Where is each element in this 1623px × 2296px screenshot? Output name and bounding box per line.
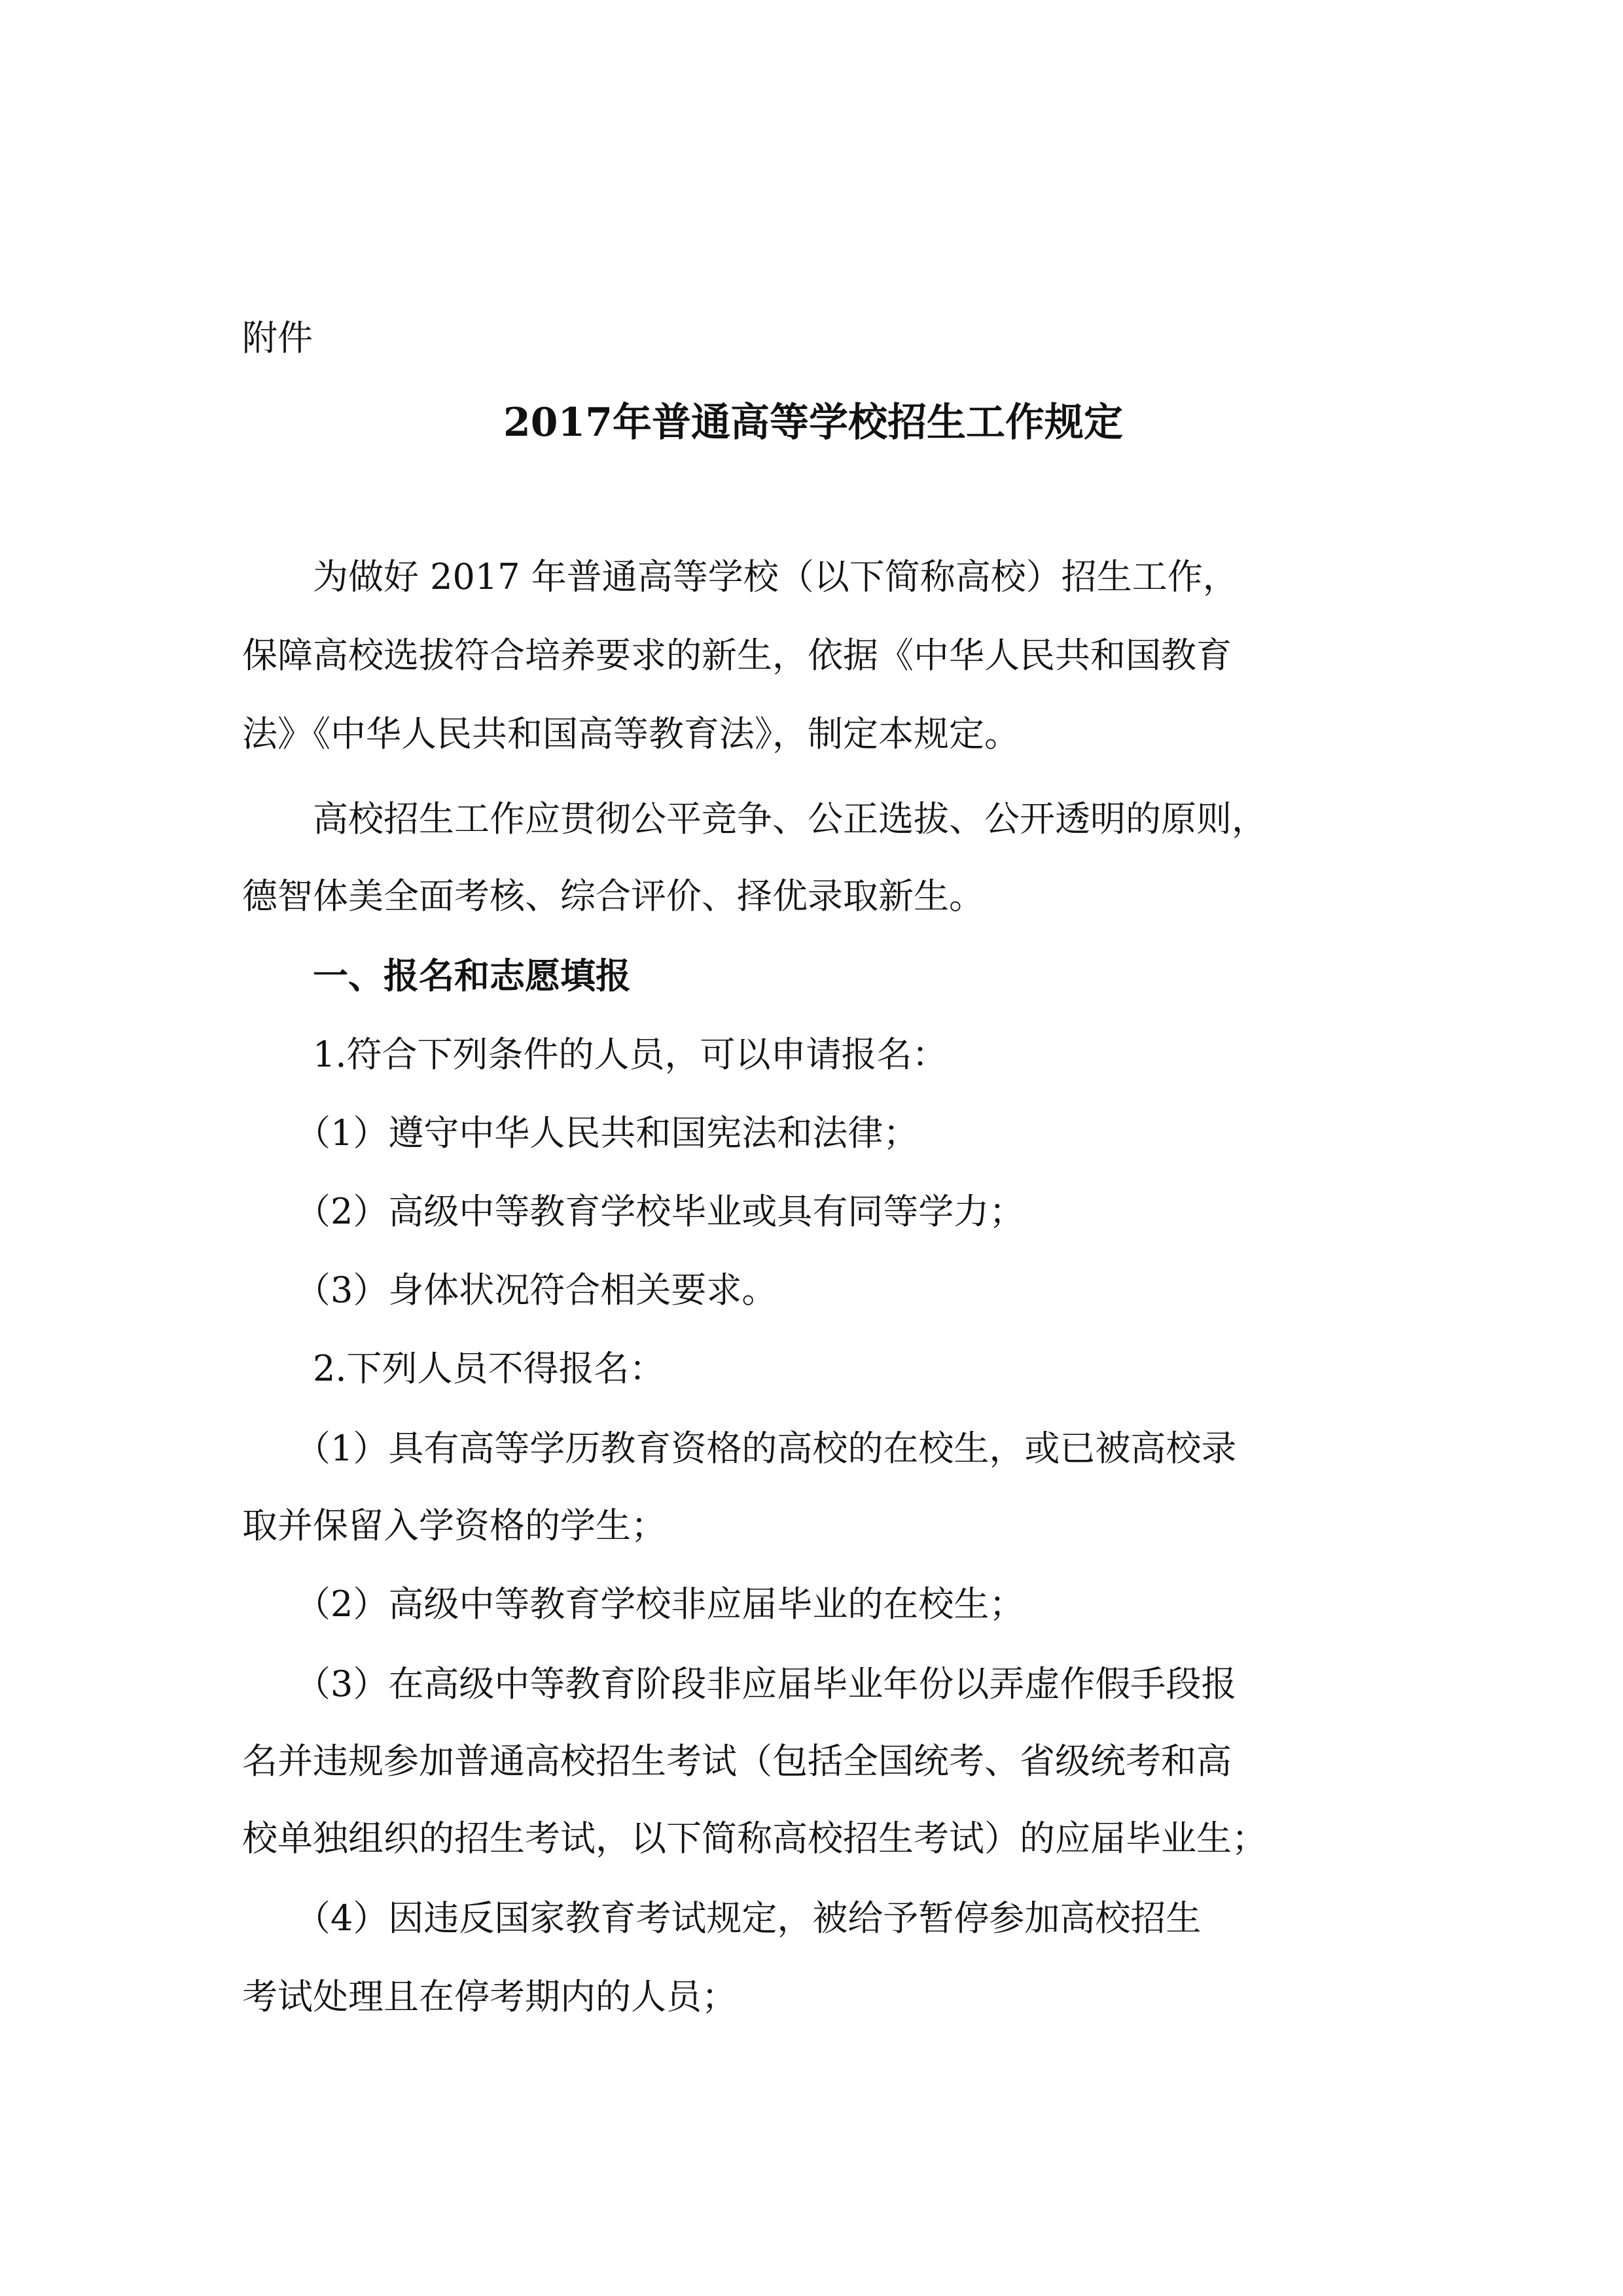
body-line-5: 德智体美全面考核、综合评价、择优录取新生。	[242, 875, 984, 917]
body-line-3: 法》《中华人民共和国高等教育法》，制定本规定。	[242, 713, 1020, 754]
body-line-12: （1）具有高等学历教育资格的高校的在校生，或已被高校录	[242, 1428, 1237, 1469]
body-line-17: 校单独组织的招生考试，以下简称高校招生考试）的应届毕业生；	[242, 1818, 1267, 1859]
attachment-label: 附件	[242, 317, 313, 359]
body-line-16: 名并违规参加普通高校招生考试（包括全国统考、省级统考和高	[242, 1740, 1232, 1782]
body-line-7: 1.符合下列条件的人员，可以申请报名：	[242, 1034, 948, 1075]
body-line-1: 为做好 2017 年普通高等学校（以下简称高校）招生工作，	[242, 556, 1238, 597]
body-line-9: （2）高级中等教育学校毕业或具有同等学力；	[242, 1191, 1025, 1232]
body-line-10: （3）身体状况符合相关要求。	[242, 1269, 777, 1311]
body-line-19: 考试处理且在停考期内的人员；	[242, 1976, 737, 2017]
body-line-11: 2.下列人员不得报名：	[242, 1348, 665, 1389]
body-line-18: （4）因违反国家教育考试规定，被给予暂停参加高校招生	[242, 1898, 1202, 1939]
body-line-4: 高校招生工作应贯彻公平竞争、公正选拔、公开透明的原则，	[242, 798, 1267, 839]
body-line-8: （1）遵守中华人民共和国宪法和法律；	[242, 1112, 919, 1154]
body-line-13: 取并保留入学资格的学生；	[242, 1505, 666, 1546]
document-title: 2017年普通高等学校招生工作规定	[503, 400, 1123, 446]
body-line-15: （3）在高级中等教育阶段非应届毕业年份以弄虚作假手段报	[242, 1663, 1237, 1704]
body-line-14: （2）高级中等教育学校非应届毕业的在校生；	[242, 1583, 1025, 1625]
body-line-2: 保障高校选拔符合培养要求的新生，依据《中华人民共和国教育	[242, 635, 1232, 676]
section-heading-1: 一、报名和志愿填报	[242, 955, 631, 997]
